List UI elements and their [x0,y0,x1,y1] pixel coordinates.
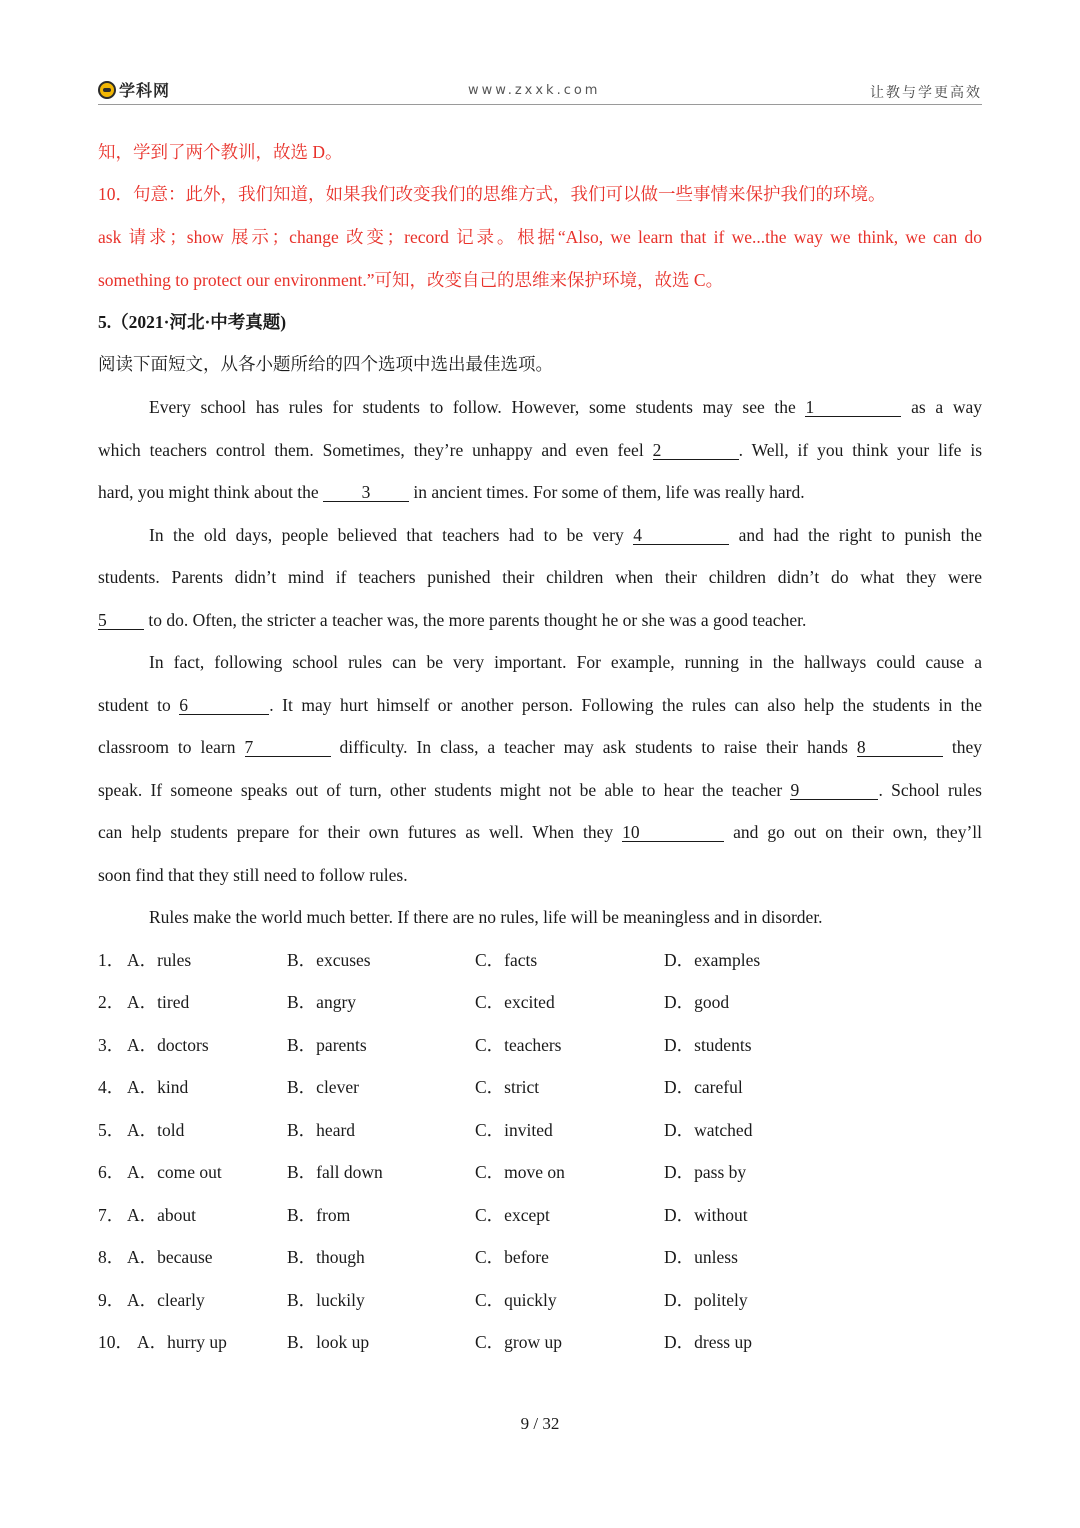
passage-line [98,778,982,802]
option-number: 3． [98,1035,125,1055]
passage-text: which teachers control them. Sometimes, they’re unhappy and even feel [98,440,644,460]
option-d: D．good [664,992,730,1012]
option-d: D．examples [664,950,761,970]
option-number: 9． [98,1290,125,1310]
blank-2: 2 [653,441,739,460]
page-number: 9 / 32 [520,1414,560,1433]
option-b: B．fall down [287,1162,383,1182]
passage-text: student to [98,695,171,715]
option-b: B．angry [287,992,357,1012]
blank-4: 4 [633,526,729,545]
blank-7: 7 [245,738,331,757]
answer-note-line: ask 请求；show 展示；change 改变；record 记录。根据“Also, we learn that if we...the way we think, we can do [98,227,982,247]
option-number: 10． [98,1332,133,1352]
option-c: C．quickly [475,1290,557,1310]
passage-line: students. Parents didn’t mind if teachers punished their children when their children didn’t do what they were [98,567,982,587]
passage-line: soon find that they still need to follow rules. [98,865,408,885]
passage-line [98,523,982,547]
blank-10: 10 [622,823,724,842]
option-a: A．kind [127,1077,189,1097]
option-c: C．excited [475,992,555,1012]
passage-text: in ancient times. For some of them, life was really hard. [413,482,805,502]
option-c: C．facts [475,950,538,970]
blank-6: 6 [179,696,269,715]
passage-text: as a way [911,397,982,417]
option-c: C．move on [475,1162,565,1182]
option-b: B．parents [287,1035,367,1055]
blank-3: 3 [323,483,409,502]
passage-text: and had the right to punish the [738,525,982,545]
logo-text: 学科网 [119,81,171,100]
option-a: A．come out [127,1162,222,1182]
option-c: C．teachers [475,1035,562,1055]
option-number: 8． [98,1247,125,1267]
passage-line [98,693,982,717]
option-b: B．from [287,1205,351,1225]
passage-text: hard, you might think about the [98,482,319,502]
passage-line [98,608,982,632]
option-c: C．grow up [475,1332,563,1352]
option-d: D．politely [664,1290,748,1310]
question-title: 5.（2021·河北·中考真题) [98,312,287,332]
option-b: B．look up [287,1332,370,1352]
passage-text: . It may hurt himself or another person. Following the rules can also help the students in the [269,695,982,715]
option-a: A．hurry up [137,1332,227,1352]
logo [98,78,170,101]
blank-8: 8 [857,738,943,757]
passage-line [98,395,982,419]
passage-text: difficulty. In class, a teacher may ask students to raise their hands [339,737,848,757]
option-a: A．doctors [127,1035,209,1055]
option-d: D．watched [664,1120,753,1140]
passage-line [98,480,982,504]
passage-line [98,438,982,462]
answer-note-line: 知，学到了两个教训，故选 D。 [98,142,343,162]
option-d: D．pass by [664,1162,747,1182]
option-d: D．unless [664,1247,738,1267]
option-d: D．students [664,1035,752,1055]
option-a: A．tired [127,992,190,1012]
passage-text: . Well, if you think your life is [738,440,983,460]
option-number: 1． [98,950,125,970]
passage-text: and go out on their own, they’ll [733,822,982,842]
blank-5: 5 [98,611,144,630]
option-c: C．invited [475,1120,553,1140]
option-a: A．clearly [127,1290,205,1310]
blank-9: 9 [790,781,878,800]
passage-line [98,820,982,844]
option-number: 5． [98,1120,125,1140]
option-number: 7． [98,1205,125,1225]
option-c: C．before [475,1247,549,1267]
option-c: C．except [475,1205,550,1225]
answer-note-line: 10．句意：此外，我们知道，如果我们改变我们的思维方式，我们可以做一些事情来保护我们的环境。 [98,184,886,204]
option-b: B．excuses [287,950,371,970]
option-d: D．without [664,1205,748,1225]
passage-text: to do. Often, the stricter a teacher was, the more parents thought he or she was a good teacher. [148,610,807,630]
question-instruction: 阅读下面短文，从各小题所给的四个选项中选出最佳选项。 [98,354,553,374]
blank-1: 1 [805,398,901,417]
option-a: A．because [127,1247,213,1267]
passage-text: . School rules [878,780,982,800]
logo-icon [98,81,116,99]
option-number: 6． [98,1162,125,1182]
option-b: B．heard [287,1120,356,1140]
passage-text: Every school has rules for students to follow. However, some students may see the [149,397,796,417]
slogan: 让教与学更高效 [870,85,982,101]
option-number: 2． [98,992,125,1012]
passage-text: speak. If someone speaks out of turn, other students might not be able to hear the teacher [98,780,783,800]
site-url: www.zxxk.com [468,83,601,98]
option-d: D．dress up [664,1332,752,1352]
passage-text: classroom to learn [98,737,236,757]
option-a: A．told [127,1120,185,1140]
option-b: B．luckily [287,1290,365,1310]
option-b: B．clever [287,1077,359,1097]
passage-line [98,735,982,759]
option-number: 4． [98,1077,125,1097]
passage-text: they [951,737,983,757]
option-c: C．strict [475,1077,540,1097]
passage-line: In fact, following school rules can be very important. For example, running in the hallways could cause a [149,652,982,672]
option-a: A．rules [127,950,192,970]
answer-note-line: something to protect our environment.”可知，改变自己的思维来保护环境，故选 C。 [98,270,724,290]
option-b: B．though [287,1247,365,1267]
passage-text: In the old days, people believed that teachers had to be very [149,525,624,545]
passage-text: can help students prepare for their own futures as well. When they [98,822,614,842]
option-a: A．about [127,1205,197,1225]
passage-line: Rules make the world much better. If there are no rules, life will be meaningless and in disorder. [149,907,823,927]
page-header [98,76,982,105]
option-d: D．careful [664,1077,743,1097]
